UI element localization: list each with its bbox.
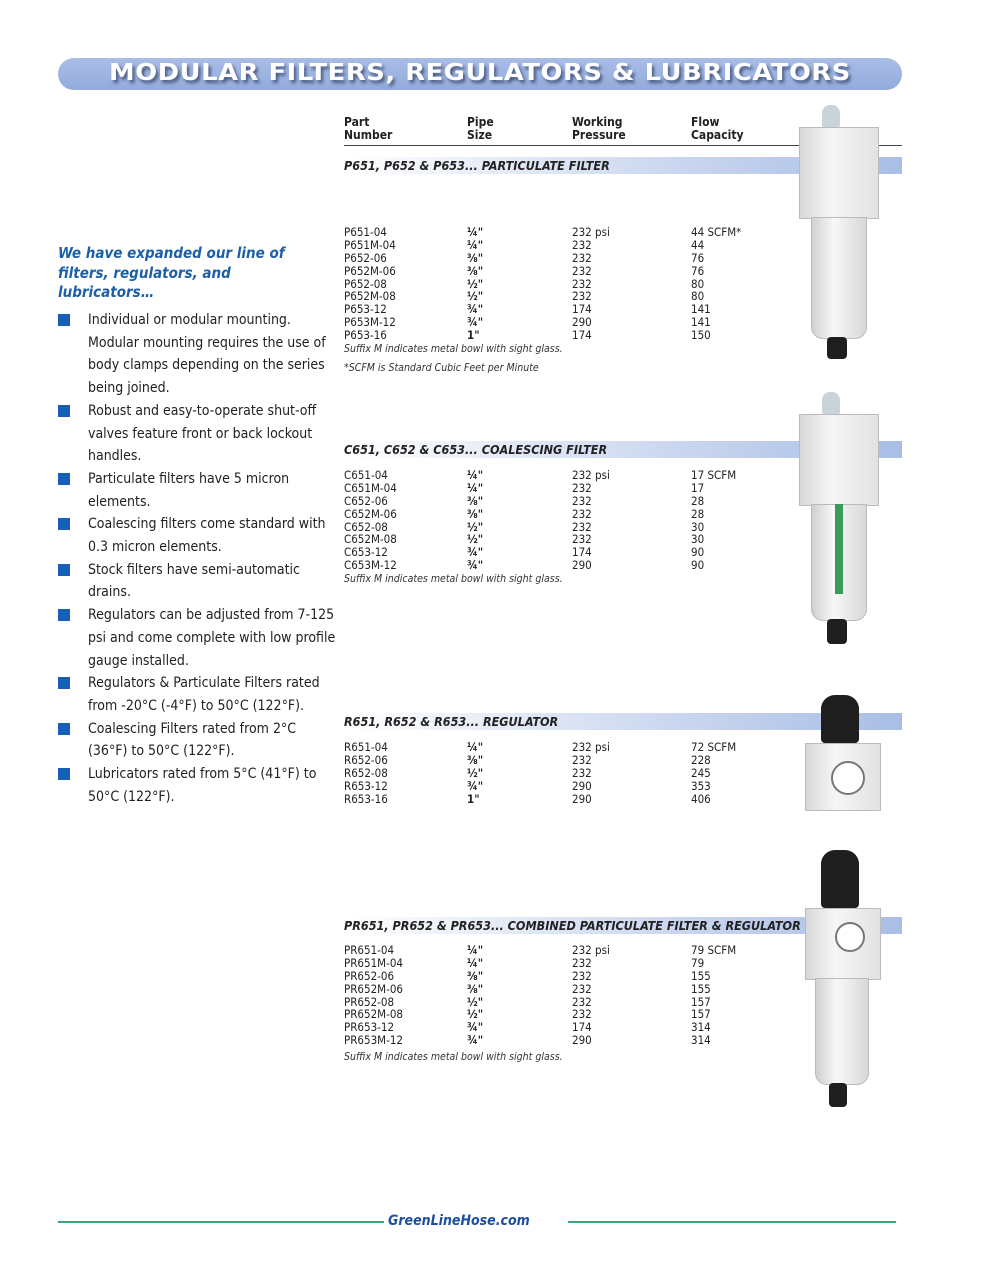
table-row — [344, 767, 764, 780]
cell-pressure: 290 — [572, 558, 592, 573]
cell-flow: 141 — [691, 315, 711, 330]
cell-flow: 353 — [691, 778, 711, 793]
cell-pipe: ¾" — [467, 1020, 484, 1035]
bullet-square-icon — [58, 314, 70, 326]
col-label: Part — [344, 115, 370, 129]
spec-table — [344, 944, 764, 1047]
cell-flow: 17 SCFM — [691, 468, 737, 482]
cell-pipe: ½" — [467, 994, 484, 1009]
cell-part: C652M-08 — [344, 532, 397, 547]
cell-flow: 44 — [691, 237, 705, 252]
cell-part: PR653-12 — [344, 1020, 395, 1035]
cell-part: R651-04 — [344, 740, 388, 754]
cell-part: PR651M-04 — [344, 955, 403, 970]
footer-website-link[interactable]: GreenLineHose.com — [388, 1213, 530, 1229]
cell-pipe: ¾" — [467, 1033, 484, 1048]
cell-pressure: 232 — [572, 994, 592, 1009]
cell-pipe: ⅜" — [467, 981, 484, 996]
bullet-text: Lubricators rated from 5°C (41°F) to 50°C (122°F). — [88, 766, 317, 805]
cell-flow: 406 — [691, 791, 711, 806]
cell-part: P651M-04 — [344, 237, 396, 252]
intro-text: We have expanded our line of filters, regulators, and lubricators… — [58, 244, 285, 301]
cell-pressure: 232 psi — [572, 468, 610, 482]
cell-flow: 76 — [691, 263, 705, 278]
cell-pipe: ⅜" — [467, 968, 484, 983]
cell-pressure: 232 — [572, 532, 592, 547]
cell-flow: 155 — [691, 981, 711, 996]
cell-flow: 76 — [691, 250, 705, 265]
cell-pressure: 232 — [572, 237, 592, 252]
bullet-text: Stock filters have semi-automatic drains. — [88, 561, 300, 601]
table-row — [344, 559, 764, 572]
cell-part: C653M-12 — [344, 558, 397, 573]
bullet-item — [58, 400, 338, 468]
cell-pipe: ½" — [467, 289, 484, 304]
bullet-item — [58, 513, 338, 558]
cell-pipe: ¼" — [467, 237, 484, 252]
cell-pressure: 290 — [572, 315, 592, 330]
cell-pipe: 1" — [467, 328, 480, 343]
cell-part: R653-12 — [344, 778, 388, 793]
cell-part: P653M-12 — [344, 315, 396, 330]
cell-part: P652-06 — [344, 250, 387, 265]
bullet-text: Coalescing filters come standard with 0.3 micron elements. — [88, 516, 326, 556]
bullet-text: Coalescing Filters rated from 2°C (36°F) to 50°C (122°F). — [88, 720, 297, 760]
table-note: *SCFM is Standard Cubic Feet per Minute — [344, 362, 539, 375]
bullet-text: Regulators can be adjusted from 7-125 psi and come complete with low profile gauge installed. — [88, 607, 336, 669]
cell-pipe: ¾" — [467, 302, 484, 317]
table-row — [344, 265, 764, 278]
cell-pipe: ⅜" — [467, 506, 484, 521]
regulator-image — [805, 695, 885, 825]
cell-pipe: ½" — [467, 765, 484, 780]
cell-pressure: 174 — [572, 1020, 592, 1035]
cell-pressure: 232 — [572, 955, 592, 970]
cell-pressure: 174 — [572, 328, 592, 343]
table-row — [344, 793, 764, 806]
cell-pipe: ¼" — [467, 943, 484, 957]
cell-part: R652-08 — [344, 765, 388, 780]
cell-part: PR651-04 — [344, 943, 395, 957]
cell-pipe: ¼" — [467, 740, 484, 754]
cell-flow: 30 — [691, 519, 705, 534]
table-row — [344, 252, 764, 265]
cell-pressure: 174 — [572, 545, 592, 560]
cell-pipe: ½" — [467, 519, 484, 534]
title-banner — [58, 58, 902, 90]
cell-flow: 72 SCFM — [691, 740, 737, 754]
cell-pressure: 232 — [572, 519, 592, 534]
cell-pressure: 290 — [572, 778, 592, 793]
col-label: Number — [344, 128, 393, 142]
spec-table — [344, 226, 764, 342]
bullet-item — [58, 309, 338, 400]
cell-pressure: 232 psi — [572, 740, 610, 754]
cell-pipe: ⅜" — [467, 263, 484, 278]
cell-flow: 28 — [691, 493, 705, 508]
col-label: Pressure — [572, 128, 626, 142]
col-header-part — [344, 116, 392, 142]
cell-flow: 141 — [691, 302, 711, 317]
cell-flow: 17 — [691, 480, 705, 495]
cell-flow: 155 — [691, 968, 711, 983]
cell-pressure: 232 — [572, 968, 592, 983]
cell-pressure: 290 — [572, 1033, 592, 1048]
table-note: Suffix M indicates metal bowl with sight glass. — [344, 1051, 563, 1063]
bullet-item — [58, 559, 338, 604]
cell-part: P653-12 — [344, 302, 387, 317]
col-label: Flow — [691, 115, 720, 129]
cell-flow: 28 — [691, 506, 705, 521]
cell-flow: 150 — [691, 328, 711, 343]
cell-flow: 90 — [691, 545, 705, 560]
table-row — [344, 983, 764, 996]
cell-pipe: ¾" — [467, 778, 484, 793]
cell-flow: 80 — [691, 289, 705, 304]
spec-table — [344, 469, 764, 572]
cell-pressure: 232 — [572, 506, 592, 521]
cell-flow: 157 — [691, 994, 711, 1009]
cell-pressure: 174 — [572, 302, 592, 317]
cell-pressure: 232 psi — [572, 225, 610, 239]
bullet-square-icon — [58, 609, 70, 621]
table-row — [344, 226, 764, 239]
cell-part: P653-16 — [344, 328, 387, 343]
bullet-square-icon — [58, 564, 70, 576]
table-row — [344, 754, 764, 767]
bullet-square-icon — [58, 518, 70, 530]
cell-pipe: ¼" — [467, 955, 484, 970]
cell-pipe: ½" — [467, 1007, 484, 1022]
bullet-item — [58, 718, 338, 763]
bullet-item — [58, 672, 338, 717]
cell-part: C651-04 — [344, 468, 388, 482]
cell-pressure: 290 — [572, 791, 592, 806]
table-note: Suffix M indicates metal bowl with sight glass. — [344, 573, 563, 586]
cell-flow: 30 — [691, 532, 705, 547]
section-title: R651, R652 & R653... REGULATOR — [344, 714, 559, 729]
cell-part: P652M-06 — [344, 263, 396, 278]
bullet-item — [58, 468, 338, 513]
bullet-square-icon — [58, 473, 70, 485]
table-row — [344, 780, 764, 793]
cell-pressure: 232 — [572, 765, 592, 780]
cell-pressure: 232 psi — [572, 943, 610, 957]
cell-part: PR652M-06 — [344, 981, 403, 996]
col-header-flow — [691, 116, 744, 142]
section-title: C651, C652 & C653... COALESCING FILTER — [344, 442, 608, 457]
feature-list — [58, 309, 338, 808]
cell-part: P652M-08 — [344, 289, 396, 304]
cell-part: C653-12 — [344, 545, 388, 560]
cell-pipe: ⅜" — [467, 493, 484, 508]
cell-pipe: ¾" — [467, 558, 484, 573]
cell-pressure: 232 — [572, 276, 592, 291]
table-row — [344, 741, 764, 754]
cell-part: C652-06 — [344, 493, 388, 508]
section-title: P651, P652 & P653... PARTICULATE FILTER — [344, 158, 610, 173]
table-row — [344, 329, 764, 342]
cell-pressure: 232 — [572, 250, 592, 265]
cell-pipe: ⅜" — [467, 752, 484, 767]
footer-rule-left — [58, 1221, 384, 1223]
col-label: Pipe — [467, 115, 494, 129]
particulate-filter-image — [797, 105, 881, 365]
cell-part: P651-04 — [344, 225, 387, 239]
bullet-square-icon — [58, 677, 70, 689]
cell-part: R653-16 — [344, 791, 388, 806]
cell-pipe: ¾" — [467, 315, 484, 330]
bullet-text: Regulators & Particulate Filters rated from -20°C (-4°F) to 50°C (122°F). — [88, 675, 320, 714]
cell-part: C652M-06 — [344, 506, 397, 521]
cell-flow: 228 — [691, 752, 711, 767]
section-title: PR651, PR652 & PR653... COMBINED PARTICULATE FILTER & REGULATOR — [344, 918, 801, 933]
cell-part: PR652-08 — [344, 994, 395, 1009]
bullet-square-icon — [58, 768, 70, 780]
bullet-text: Robust and easy-to-operate shut-off valves feature front or back lockout handles. — [88, 402, 317, 465]
cell-flow: 314 — [691, 1020, 711, 1035]
table-row — [344, 970, 764, 983]
cell-pressure: 232 — [572, 480, 592, 495]
table-row — [344, 1034, 764, 1047]
coalescing-filter-image — [797, 392, 881, 652]
table-row — [344, 239, 764, 252]
cell-flow: 245 — [691, 765, 711, 780]
col-label: Working — [572, 115, 623, 129]
page-title: MODULAR FILTERS, REGULATORS & LUBRICATORS — [109, 60, 851, 86]
cell-flow: 90 — [691, 558, 705, 573]
cell-pressure: 232 — [572, 752, 592, 767]
cell-part: R652-06 — [344, 752, 388, 767]
table-row — [344, 469, 764, 482]
cell-flow: 80 — [691, 276, 705, 291]
bullet-item — [58, 763, 338, 808]
cell-part: C651M-04 — [344, 480, 397, 495]
cell-part: C652-08 — [344, 519, 388, 534]
cell-pipe: 1" — [467, 791, 480, 806]
footer-rule-right — [568, 1221, 896, 1223]
bullet-item — [58, 604, 338, 672]
table-row — [344, 508, 764, 521]
table-row — [344, 482, 764, 495]
cell-pipe: ¼" — [467, 225, 484, 239]
cell-pipe: ⅜" — [467, 250, 484, 265]
col-label: Capacity — [691, 128, 744, 142]
cell-pressure: 232 — [572, 289, 592, 304]
cell-flow: 314 — [691, 1033, 711, 1048]
cell-pipe: ½" — [467, 532, 484, 547]
bullet-square-icon — [58, 723, 70, 735]
cell-flow: 79 SCFM — [691, 943, 737, 957]
cell-part: PR652M-08 — [344, 1007, 403, 1022]
cell-pressure: 232 — [572, 981, 592, 996]
table-note: Suffix M indicates metal bowl with sight glass. — [344, 343, 563, 356]
cell-flow: 157 — [691, 1007, 711, 1022]
col-header-pipe — [467, 116, 494, 142]
cell-pressure: 232 — [572, 1007, 592, 1022]
bullet-text: Particulate filters have 5 micron elements. — [88, 470, 290, 510]
col-label: Size — [467, 128, 493, 142]
cell-part: PR652-06 — [344, 968, 395, 983]
cell-pressure: 232 — [572, 263, 592, 278]
bullet-text: Individual or modular mounting. Modular mounting requires the use of body clamps depending on the series being joined. — [88, 312, 326, 397]
cell-pipe: ¼" — [467, 480, 484, 495]
col-header-pressure — [572, 116, 626, 142]
cell-pipe: ½" — [467, 276, 484, 291]
cell-part: P652-08 — [344, 276, 387, 291]
cell-pipe: ¼" — [467, 468, 484, 482]
table-row — [344, 957, 764, 970]
cell-part: PR653M-12 — [344, 1033, 403, 1048]
table-row — [344, 495, 764, 508]
filter-regulator-image — [805, 850, 885, 1110]
cell-pressure: 232 — [572, 493, 592, 508]
cell-flow: 44 SCFM* — [691, 225, 742, 239]
table-row — [344, 944, 764, 957]
bullet-square-icon — [58, 405, 70, 417]
cell-flow: 79 — [691, 955, 705, 970]
cell-pipe: ¾" — [467, 545, 484, 560]
spec-table — [344, 741, 764, 805]
